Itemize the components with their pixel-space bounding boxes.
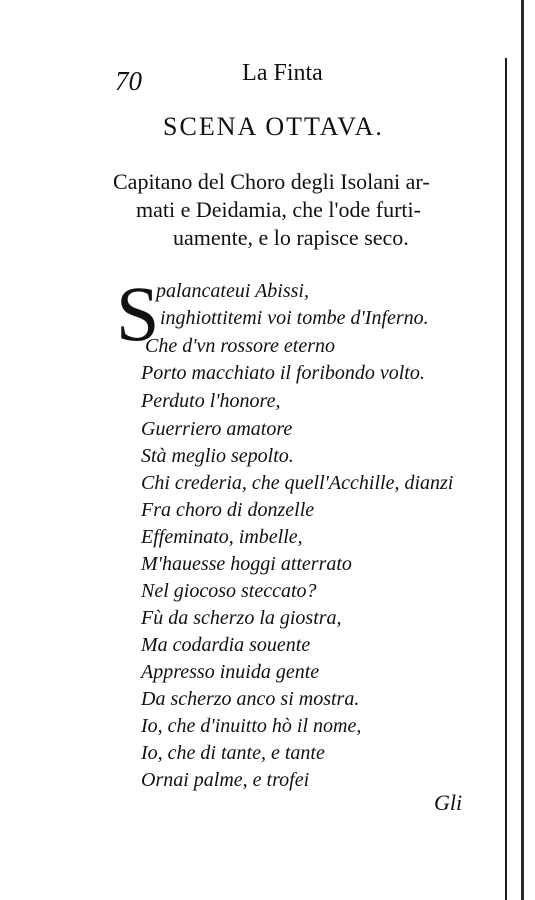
verse-line: Effeminato, imbelle,	[141, 526, 303, 548]
verse-line: Che d'vn rossore eterno	[145, 335, 335, 357]
verse-line: M'hauesse hoggi atterrato	[141, 553, 352, 575]
verse-line: Appresso inuida gente	[141, 661, 320, 683]
verse-line: Fù da scherzo la giostra,	[141, 607, 342, 629]
verse-line: Chi crederia, che quell'Acchille, dianzi	[141, 472, 454, 494]
verse-line: Porto macchiato il foribondo volto.	[141, 362, 425, 384]
verse-line: Io, che di tante, e tante	[141, 742, 325, 764]
scene-argument	[113, 168, 493, 252]
verse-line: palancateui Abissi,	[156, 280, 309, 302]
argument-line: uamente, e lo rapisce seco.	[173, 225, 409, 250]
argument-line: mati e Deidamia, che l'ode furti-	[136, 197, 421, 222]
drop-cap: S	[116, 270, 160, 357]
verse-line: Da scherzo anco si mostra.	[141, 688, 360, 710]
verse-line: inghiottitemi voi tombe d'Inferno.	[160, 307, 429, 329]
argument-line: Capitano del Choro degli Isolani ar-	[113, 169, 430, 194]
verse-line: Guerriero amatore	[141, 418, 293, 440]
verse-line: Io, che d'inuitto hò il nome,	[141, 715, 362, 737]
verse-line: Perduto l'honore,	[141, 390, 281, 412]
catchword: Gli	[434, 790, 463, 815]
scene-title: SCENA OTTAVA.	[163, 112, 384, 141]
verse-line: Nel giocoso steccato?	[141, 580, 317, 602]
page-edge-line	[505, 58, 507, 900]
running-head: La Finta	[242, 60, 323, 86]
verse-line: Ma codardia souente	[141, 634, 311, 656]
verse-line: Fra choro di donzelle	[141, 499, 315, 521]
verse-line: Ornai palme, e trofei	[141, 769, 310, 791]
verse-line: Stà meglio sepolto.	[141, 445, 294, 467]
page-number: 70	[115, 66, 142, 96]
